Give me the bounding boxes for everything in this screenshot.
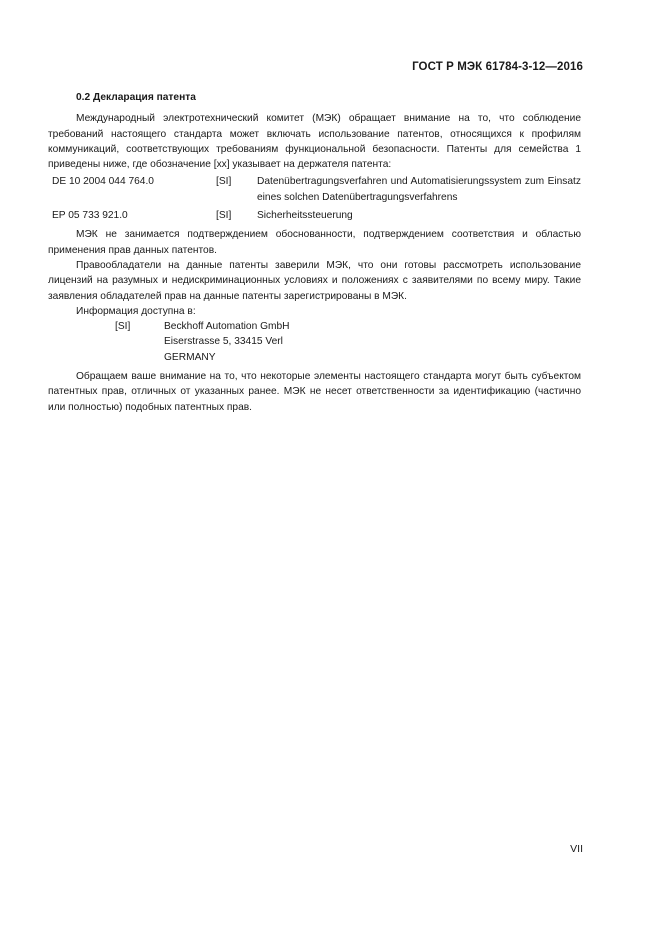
attention-paragraph: Обращаем ваше внимание на то, что некоторые элементы настоящего стандарта могут быть субъектом патентных прав, отличных от указанных ранее. МЭК не несет ответственности за идентификацию (частично или полностью) подобных патентных прав. — [48, 371, 581, 413]
holder-country: GERMANY — [164, 351, 216, 363]
patent-title: Datenübertragungsverfahren und Automatisierungssystem zum Einsatz eines solchen Datenübertragungsverfahrens — [257, 176, 581, 203]
page-content — [48, 90, 581, 415]
patent-row — [48, 208, 581, 223]
holder-address — [164, 319, 581, 365]
patent-title: Sicherheitssteuerung — [257, 210, 353, 222]
patent-number: DE 10 2004 044 764.0 — [52, 176, 154, 188]
patent-number: EP 05 733 921.0 — [52, 210, 128, 222]
standard-id-header: ГОСТ Р МЭК 61784-3-12—2016 — [412, 61, 583, 73]
intro-paragraph: Международный электротехнический комитет (МЭК) обращает внимание на то, что соблюдение требований настоящего стандарта может включать использование патентов, относящихся к профилям коммуникаций, соответствующих требованиям функциональной безопасности. Патенты для семейства 1 приведены ниже, где обозначение [xx] указывает на держателя патента: — [48, 113, 581, 171]
holder-code: [SI] — [115, 321, 131, 333]
patent-row — [48, 174, 581, 205]
holder-street: Eiserstrasse 5, 33415 Verl — [164, 336, 283, 348]
not-responsible-paragraph: МЭК не занимается подтверждением обоснованности, подтверждением соответствия и областью применения прав данных патентов. — [48, 229, 581, 256]
patent-holder-code: [SI] — [216, 176, 232, 188]
patent-list — [48, 174, 581, 223]
page-number: VII — [570, 843, 583, 855]
patent-holder-block — [48, 319, 581, 365]
holder-company: Beckhoff Automation GmbH — [164, 321, 290, 333]
section-title: 0.2 Декларация патента — [76, 92, 196, 103]
info-available-line: Информация доступна в: — [76, 305, 196, 317]
patent-holder-code: [SI] — [216, 210, 232, 222]
holders-paragraph: Правообладатели на данные патенты заверили МЭК, что они готовы рассмотреть использование лицензий на разумных и недискриминационных условиях и положениях с заявителями по всему миру. Такие заявления обладателей прав на данные патенты зарегистрированы в МЭК. — [48, 259, 581, 302]
